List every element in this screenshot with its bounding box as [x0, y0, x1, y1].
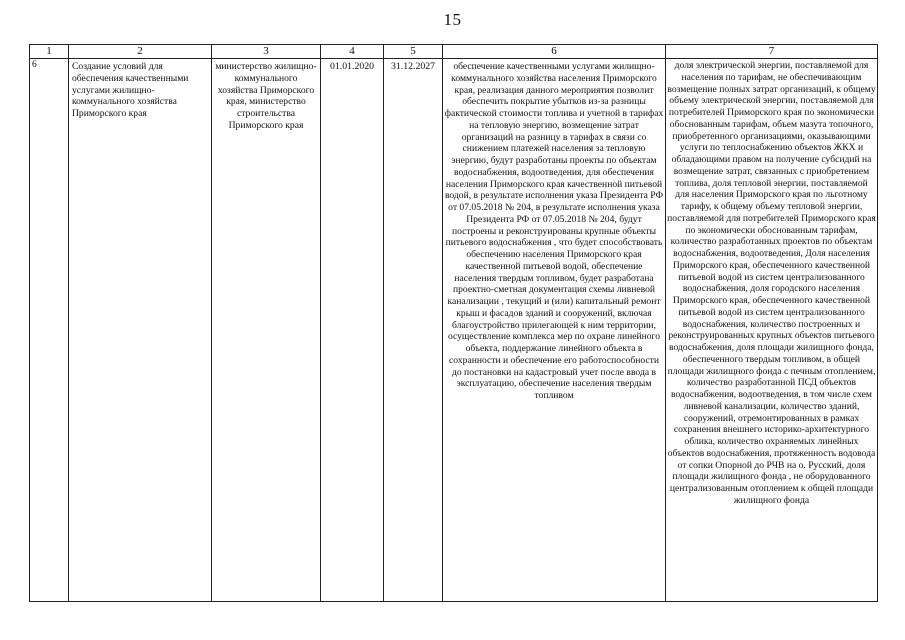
row-number-cell: 6	[30, 59, 69, 602]
start-date-cell: 01.01.2020	[321, 59, 384, 602]
responsible-executor-cell: министерство жилищно-коммунального хозяйства Приморского края, министерство строительства Приморского края	[212, 59, 321, 602]
header-col-7: 7	[666, 45, 878, 59]
header-col-3: 3	[212, 45, 321, 59]
header-col-1: 1	[30, 45, 69, 59]
expected-result-cell: обеспечение качественными услугами жилищно-коммунального хозяйства населения Приморского края, реализация данного мероприятия позволит обеспечить покрытие убытков из-за разницы фактической стоимости топлива и учетной в тарифах на тепловую энергию, возмещение затрат организаций на разницу в тарифах в связи со снижением платежей населения за тепловую энергию, будут разработаны проекты по объектам водоснабжения, водоотведения, для обеспечения населения Приморского края качественной питьевой водой, в результате исполнения указа Президента РФ от 07.05.2018 № 204, в результате исполнения указа Президента РФ от 07.05.2018 № 204, будут построены и реконструированы крупные объекты питьевого водоснабжения , что будет способствовать обеспечению населения Приморского края качественной питьевой водой, обеспечение населения твердым топливом, будет разработана проектно-сметная документация схемы ливневой канализации , текущий и (или) капитальный ремонт крыш и фасадов зданий и сооружений, включая благоустройство прилегающей к ним территории, осуществление комплекса мер по охране линейного объекта, поддержание линейного объекта в сохранности и обеспечение его работоспособности до постановки на кадастровый учет после ввода в эксплуатацию, обеспечение населения твердым топливом	[443, 59, 666, 602]
header-col-4: 4	[321, 45, 384, 59]
page-number: 15	[443, 10, 462, 29]
measure-title-cell: Создание условий для обеспечения качественными услугами жилищно-коммунального хозяйства Приморского края	[69, 59, 212, 602]
indicators-cell: доля электрической энергии, поставляемой для населения по тарифам, не обеспечивающим возмещение полных затрат организаций, к общему объему электрической энергии, поставляемой для потребителей Приморского края по экономически обоснованным тарифам, объем мазута топочного, приобретенного организациями, оказывающими услуги по теплоснабжению объектов ЖКХ и обладающими правом на получение субсидий на возмещение затрат, связанных с приобретением топлива, доля тепловой энергии, поставляемой для населения Приморского края по льготному тарифу, к общему объему тепловой энергии, поставляемой для потребителей Приморского края по экономически обоснованным тарифам, количество разработанных проектов по объектам водоснабжения, водоотведения, Доля населения Приморского края, обеспеченного качественной питьевой водой из систем централизованного водоснабжения, доля городского населения Приморского края, обеспеченного качественной питьевой водой из систем централизованного водоснабжения, количество построенных и реконструированных крупных объектов питьевого водоснабжения, доля площади жилищного фонда, обеспеченного твердым топливом, в общей площади жилищного фонда с печным отоплением, количество разработанной ПСД объектов водоснабжения, водоотведения, в том числе схем ливневой канализации, количество зданий, сооружений, отремонтированных в рамках сохранения внешнего историко-архитектурного облика, количество охраняемых линейных объектов водоснабжения, протяженность водовода от сопки Опорной до РЧВ на о. Русский, доля площади жилищного фонда , не оборудованного централизованным отоплением к общей площади жилищного фонда	[666, 59, 878, 602]
end-date-cell: 31.12.2027	[384, 59, 443, 602]
table-row	[30, 59, 878, 602]
header-col-2: 2	[69, 45, 212, 59]
header-col-5: 5	[384, 45, 443, 59]
program-table	[29, 44, 878, 602]
table-header-row	[30, 45, 878, 59]
header-col-6: 6	[443, 45, 666, 59]
